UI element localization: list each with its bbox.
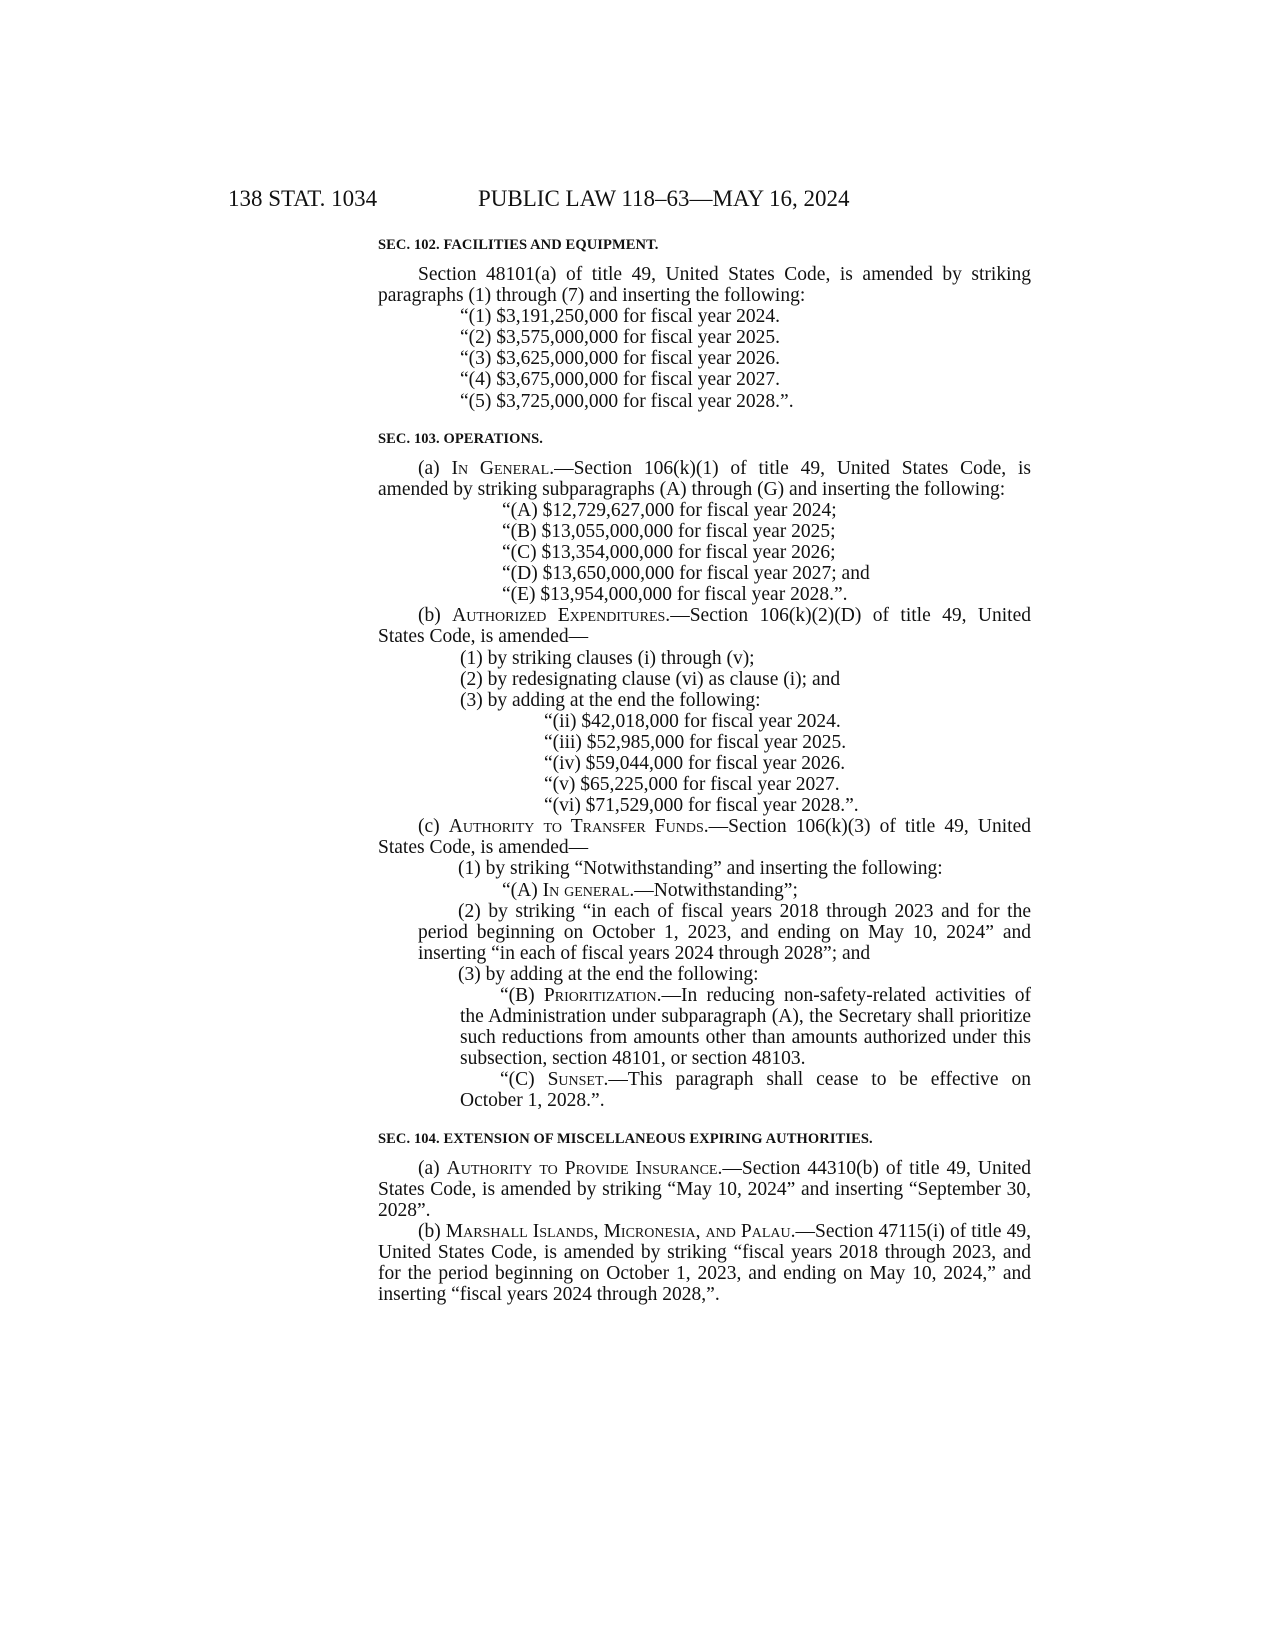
section-102-item: “(3) $3,625,000,000 for fiscal year 2026. — [460, 348, 781, 370]
section-103-heading: SEC. 103. OPERATIONS. — [378, 430, 543, 447]
subsection-caption: Authority to Provide Insurance. — [446, 1157, 723, 1179]
section-103-b-subitem: “(iv) $59,044,000 for fiscal year 2026. — [544, 752, 846, 774]
section-103-a-item: “(D) $13,650,000,000 for fiscal year 2027; and — [502, 563, 870, 585]
subsection-text: —Section 106(k)(3) of title 49, United States Code, is amended— — [378, 816, 1031, 859]
subsection-label: (a) — [418, 1157, 447, 1179]
section-103-c-1: (1) by striking “Notwithstanding” and inserting the following: — [458, 858, 943, 880]
subsection-text: —Section 106(k)(2)(D) of title 49, United States Code, is amended— — [378, 605, 1031, 648]
section-103-a-item: “(B) $13,055,000,000 for fiscal year 2025; — [502, 520, 836, 542]
subsection-caption: Marshall Islands, Micronesia, and Palau. — [445, 1220, 796, 1242]
quote-label: “(A) — [502, 879, 543, 901]
quote-label: “(B) — [500, 985, 544, 1006]
section-103-c-3: (3) by adding at the end the following: — [458, 963, 759, 985]
section-103-c-C — [378, 1069, 1031, 1111]
section-103-b — [378, 605, 1031, 647]
section-103-b-subitem: “(v) $65,225,000 for fiscal year 2027. — [544, 774, 840, 796]
section-103-b-subitem: “(iii) $52,985,000 for fiscal year 2025. — [544, 731, 847, 753]
section-104-b — [378, 1221, 1031, 1305]
subsection-label: (b) — [418, 605, 453, 627]
subsection-text: —Section 44310(b) of title 49, United States Code, is amended by striking “May 10, 2024” and inserting “September 30, 2028”. — [378, 1157, 1031, 1221]
section-103-a-item: “(E) $13,954,000,000 for fiscal year 2028.”. — [502, 584, 848, 606]
section-103-c-1-quote — [378, 880, 1031, 901]
section-103-b-item: (1) by striking clauses (i) through (v); — [460, 647, 755, 669]
subsection-label: (c) — [418, 816, 449, 838]
document-body — [378, 236, 1031, 1305]
page-header — [228, 186, 908, 216]
section-103-b-subitem: “(ii) $42,018,000 for fiscal year 2024. — [544, 710, 841, 732]
section-102-item: “(4) $3,675,000,000 for fiscal year 2027. — [460, 369, 781, 391]
quote-text: —Notwithstanding”; — [634, 879, 798, 901]
subsection-text: —Section 106(k)(1) of title 49, United States Code, is amended by striking subparagraphs (A) through (G) and inserting the following: — [378, 457, 1031, 500]
subsection-text: —Section 47115(i) of title 49, United States Code, is amended by striking “fiscal years 2018 through 2023, and for the period beginning on October 1, 2023, and ending on May 10, 2024,” and inserting “fiscal years 2024 through 2028,”. — [378, 1220, 1031, 1306]
section-103-c-B — [378, 985, 1031, 1069]
quote-label: “(C) — [500, 1069, 548, 1091]
quote-caption: Sunset. — [547, 1069, 609, 1091]
quote-text: —In reducing non-safety-related activities of the Administration under subparagraph (A), the Secretary shall prioritize such reductions from amounts other than amounts authorized under this subsection, section 48101, or section 48103. — [460, 985, 1031, 1070]
section-103-a-item: “(A) $12,729,627,000 for fiscal year 2024; — [502, 499, 837, 521]
section-103-a — [378, 458, 1031, 500]
section-102-item: “(2) $3,575,000,000 for fiscal year 2025. — [460, 327, 781, 349]
section-103-c-2: (2) by striking “in each of fiscal years 2018 through 2023 and for the period beginning on October 1, 2023, and ending on May 10, 2024” and inserting “in each of fiscal years 2024 through 2028”; and — [418, 900, 1031, 964]
quote-caption: In general. — [542, 879, 635, 901]
section-103-b-item: (2) by redesignating clause (vi) as clause (i); and — [460, 668, 841, 690]
section-104-heading: SEC. 104. EXTENSION OF MISCELLANEOUS EXPIRING AUTHORITIES. — [378, 1130, 873, 1147]
section-102-item: “(1) $3,191,250,000 for fiscal year 2024. — [460, 306, 781, 328]
section-103-c — [378, 816, 1031, 858]
subsection-caption: In General. — [451, 457, 555, 479]
statute-citation: 138 STAT. 1034 — [228, 186, 378, 211]
section-104-a — [378, 1158, 1031, 1221]
subsection-label: (b) — [418, 1220, 446, 1242]
quote-text: —This paragraph shall cease to be effective on October 1, 2028.”. — [460, 1069, 1031, 1112]
public-law-title: PUBLIC LAW 118–63—MAY 16, 2024 — [478, 186, 850, 211]
quote-caption: Prioritization. — [543, 985, 662, 1006]
subsection-label: (a) — [418, 457, 452, 479]
subsection-caption: Authorized Expenditures. — [452, 605, 671, 627]
section-102-heading: SEC. 102. FACILITIES AND EQUIPMENT. — [378, 237, 659, 253]
section-102-item: “(5) $3,725,000,000 for fiscal year 2028.”. — [460, 390, 794, 412]
section-103-b-item: (3) by adding at the end the following: — [460, 689, 761, 711]
subsection-caption: Authority to Transfer Funds. — [448, 816, 709, 838]
section-103-a-item: “(C) $13,354,000,000 for fiscal year 2026; — [502, 542, 836, 564]
section-103-b-subitem: “(vi) $71,529,000 for fiscal year 2028.”. — [544, 795, 859, 817]
section-102-intro: Section 48101(a) of title 49, United States Code, is amended by striking paragraphs (1) through (7) and inserting the following: — [378, 264, 1031, 307]
